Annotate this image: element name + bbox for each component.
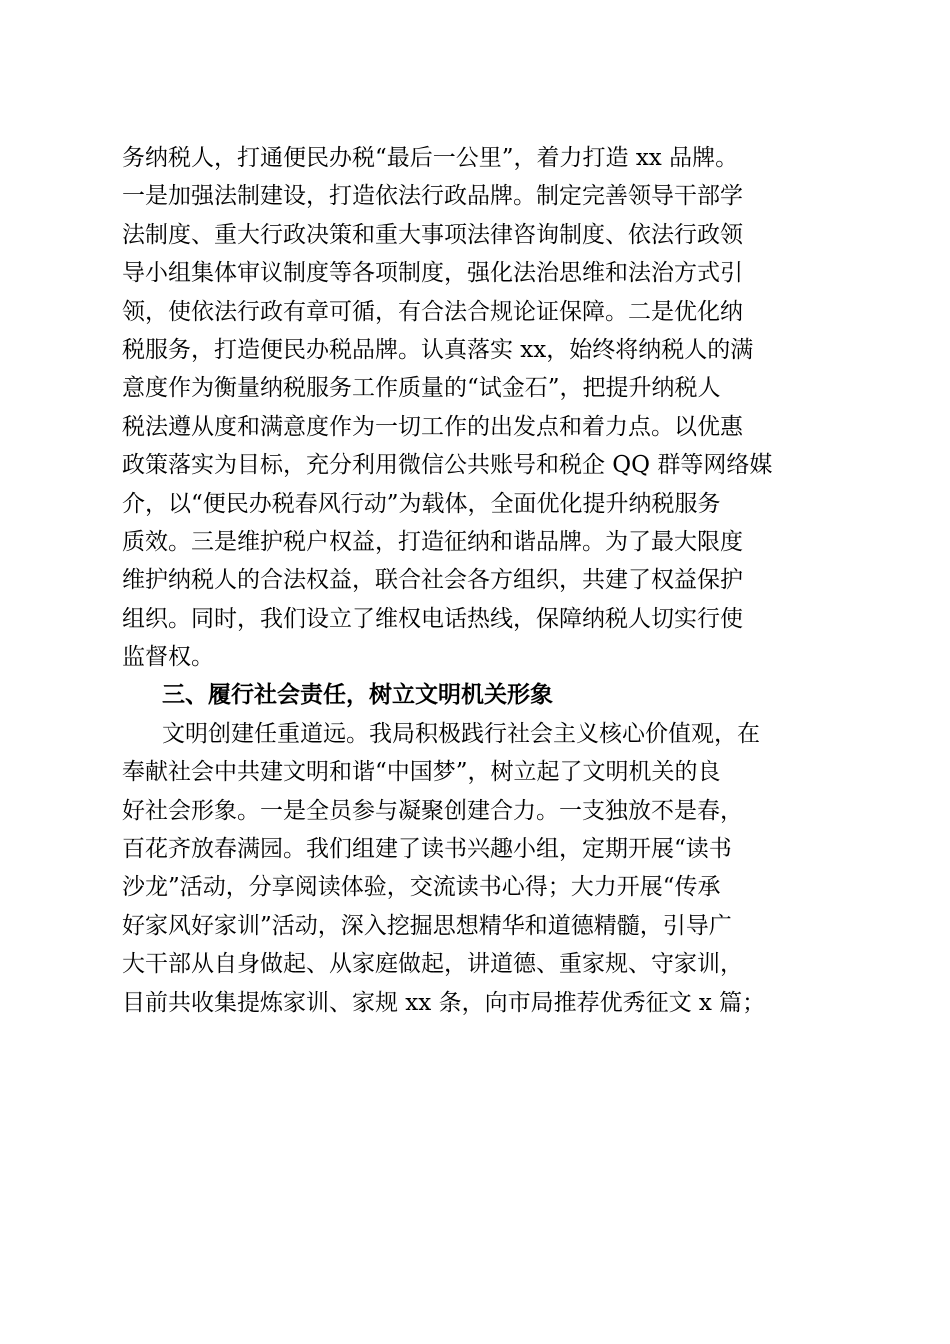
line-text: 维护纳税人的合法权益，联合社会各方组织，共建了权益保护 xyxy=(122,567,743,594)
line-text: 奉献社会中共建文明和谐“中国梦”，树立起了文明机关的良 xyxy=(122,759,721,786)
text-line xyxy=(122,216,832,254)
line-text: 意度作为衡量纳税服务工作质量的“试金石”，把提升纳税人 xyxy=(122,375,721,402)
line-text: 沙龙”活动，分享阅读体验，交流读书心得；大力开展“传承 xyxy=(122,874,721,901)
text-line xyxy=(122,945,832,983)
line-text: 一是加强法制建设，打造依法行政品牌。制定完善领导干部学 xyxy=(122,183,743,210)
line-text: 介，以“便民办税春风行动”为载体，全面优化提升纳税服务 xyxy=(122,490,721,517)
text-line xyxy=(122,792,832,830)
text-line xyxy=(122,561,832,599)
text-line xyxy=(122,177,832,215)
line-text: 监督权。 xyxy=(122,644,214,671)
line-text: 组织。同时，我们设立了维权电话热线，保障纳税人切实行使 xyxy=(122,605,743,632)
text-line xyxy=(122,715,832,753)
line-text: 领，使依法行政有章可循，有合法合规论证保障。二是优化纳 xyxy=(122,298,743,325)
line-text: 好社会形象。一是全员参与凝聚创建合力。一支独放不是春， xyxy=(122,797,743,824)
text-line xyxy=(122,139,832,177)
line-text: 质效。三是维护税户权益，打造征纳和谐品牌。为了最大限度 xyxy=(122,528,743,555)
line-text: 好家风好家训”活动，深入挖掘思想精华和道德精髓，引导广 xyxy=(122,912,732,939)
section-heading xyxy=(122,676,832,714)
line-text: 政策落实为目标，充分利用微信公共账号和税企 QQ 群等网络媒 xyxy=(122,452,773,479)
text-line xyxy=(122,600,832,638)
text-line xyxy=(122,984,832,1022)
line-text: 百花齐放春满园。我们组建了读书兴趣小组，定期开展“读书 xyxy=(122,836,732,863)
text-line xyxy=(122,907,832,945)
text-line xyxy=(122,331,832,369)
section-heading-text: 三、履行社会责任，树立文明机关形象 xyxy=(162,682,553,709)
text-line xyxy=(122,408,832,446)
text-line xyxy=(122,753,832,791)
line-text: 务纳税人，打通便民办税“最后一公里”，着力打造 xx 品牌。 xyxy=(122,145,739,171)
text-line xyxy=(122,446,832,484)
document-body xyxy=(122,139,832,1022)
line-text: 目前共收集提炼家训、家规 xx 条，向市局推荐优秀征文 x 篇； xyxy=(122,989,766,1016)
text-line xyxy=(122,868,832,906)
text-line xyxy=(122,293,832,331)
line-text: 税服务，打造便民办税品牌。认真落实 xx，始终将纳税人的满 xyxy=(122,336,754,363)
text-line xyxy=(122,254,832,292)
line-text: 导小组集体审议制度等各项制度，强化法治思维和法治方式引 xyxy=(122,260,743,287)
text-line xyxy=(122,369,832,407)
text-line xyxy=(122,830,832,868)
text-line xyxy=(122,485,832,523)
text-line xyxy=(122,638,832,676)
line-text: 法制度、重大行政决策和重大事项法律咨询制度、依法行政领 xyxy=(122,221,743,248)
line-text: 大干部从自身做起、从家庭做起，讲道德、重家规、守家训， xyxy=(122,951,743,978)
line-text: 文明创建任重道远。我局积极践行社会主义核心价值观，在 xyxy=(162,720,760,747)
text-line xyxy=(122,523,832,561)
line-text: 税法遵从度和满意度作为一切工作的出发点和着力点。以优惠 xyxy=(122,413,743,440)
